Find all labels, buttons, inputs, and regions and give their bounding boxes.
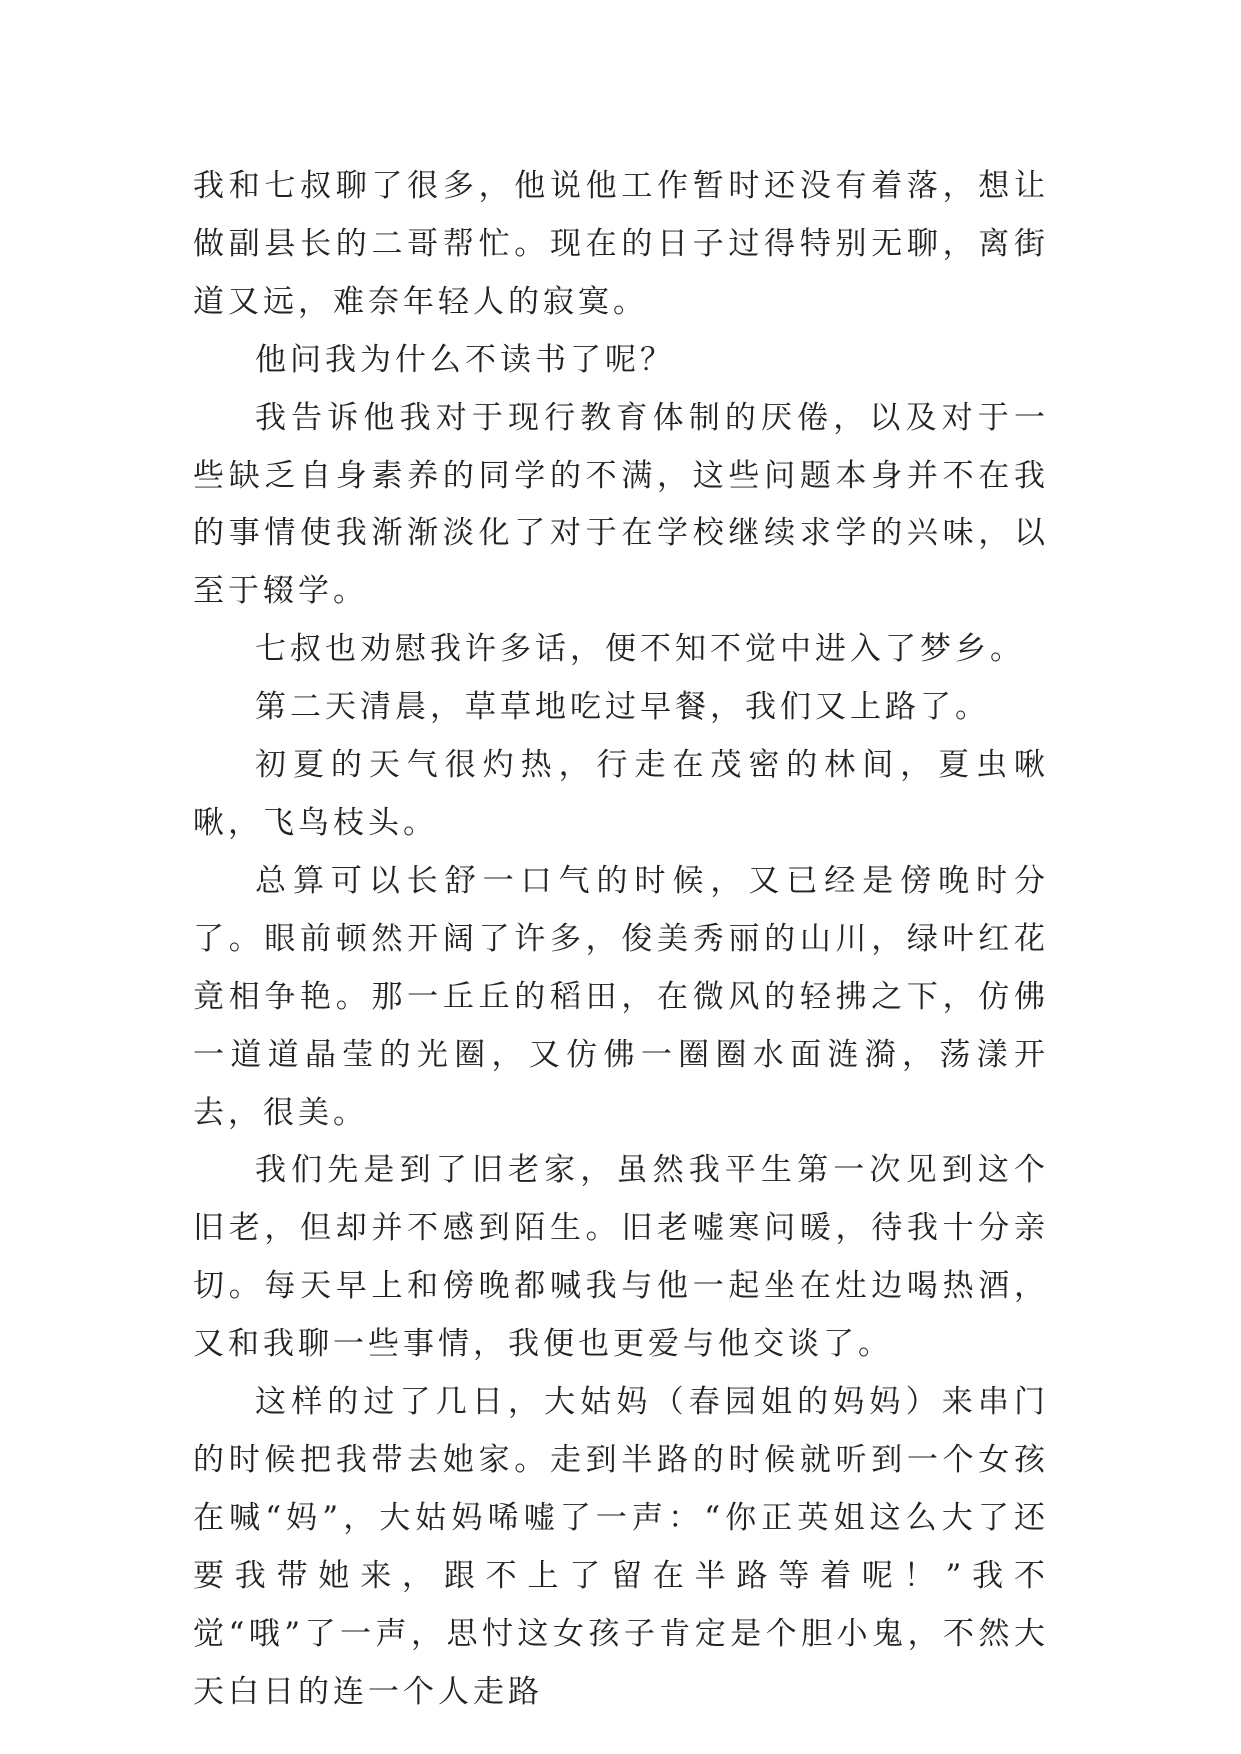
paragraph: 我和七叔聊了很多，他说他工作暂时还没有着落，想让做副县长的二哥帮忙。现在的日子过得特别无聊，离街道又远，难奈年轻人的寂寞。 — [193, 168, 1049, 320]
paragraph: 七叔也劝慰我许多话，便不知不觉中进入了梦乡。 — [255, 631, 1025, 668]
paragraph: 第二天清晨，草草地吃过早餐，我们又上路了。 — [255, 689, 990, 726]
paragraph: 他问我为什么不读书了呢？ — [255, 341, 675, 378]
paragraph: 我告诉他我对于现行教育体制的厌倦，以及对于一些缺乏自身素养的同学的不满，这些问题本身并不在我的事情使我渐渐淡化了对于在学校继续求学的兴味，以至于辍学。 — [193, 399, 1049, 610]
paragraph: 我们先是到了旧老家，虽然我平生第一次见到这个旧老，但却并不感到陌生。旧老嘘寒问暖，待我十分亲切。每天早上和傍晚都喊我与他一起坐在灶边喝热酒，又和我聊一些事情，我便也更爱与他交谈了。 — [193, 1152, 1049, 1363]
body-text — [193, 158, 1049, 1721]
paragraph: 总算可以长舒一口气的时候，又已经是傍晚时分了。眼前顿然开阔了许多，俊美秀丽的山川，绿叶红花竟相争艳。那一丘丘的稻田，在微风的轻拂之下，仿佛一道道晶莹的光圈，又仿佛一圈圈水面涟漪，荡漾开去，很美。 — [193, 862, 1049, 1131]
paragraph: 初夏的天气很灼热，行走在茂密的林间，夏虫啾啾，飞鸟枝头。 — [193, 747, 1049, 841]
paragraph: 这样的过了几日，大姑妈（春园姐的妈妈）来串门的时候把我带去她家。走到半路的时候就听到一个女孩在喊“妈”，大姑妈唏嘘了一声：“你正英姐这么大了还要我带她来，跟不上了留在半路等着呢！”我不觉“哦”了一声，思忖这女孩子肯定是个胆小鬼，不然大天白日的连一个人走路 — [193, 1384, 1049, 1710]
